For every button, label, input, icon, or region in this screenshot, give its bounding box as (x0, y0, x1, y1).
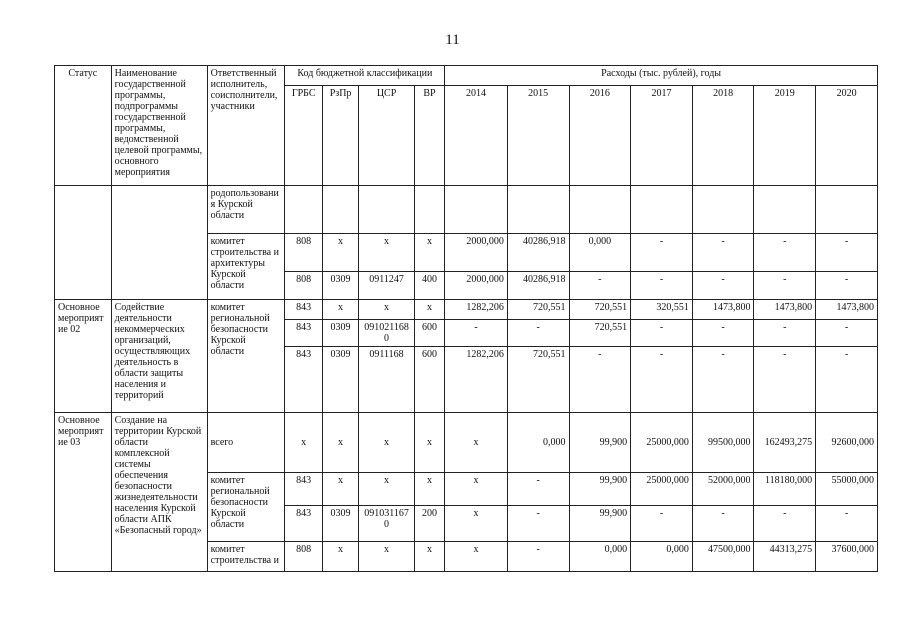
rzpr-cell: x (322, 473, 358, 506)
value-cell: x (445, 506, 508, 542)
grbs-cell: 843 (285, 473, 322, 506)
page-number: 11 (445, 32, 460, 48)
grbs-cell: 843 (285, 320, 322, 347)
value-cell: 0,000 (631, 542, 693, 572)
vr-cell: 600 (414, 347, 444, 413)
csr-cell: x (359, 413, 415, 473)
value-cell: - (692, 234, 754, 272)
grbs-cell: 843 (285, 347, 322, 413)
value-cell: - (816, 506, 878, 542)
value-cell: 0,000 (569, 542, 631, 572)
year-header: 2020 (816, 86, 878, 186)
value-cell: - (569, 347, 631, 413)
value-cell: 40286,918 (507, 272, 569, 300)
value-cell: - (507, 506, 569, 542)
value-cell: 25000,000 (631, 473, 693, 506)
executor-cell: всего (207, 413, 285, 473)
rzpr-cell: x (322, 413, 358, 473)
status-cell: Основное мероприятие 02 (55, 300, 112, 413)
rzpr-cell: x (322, 234, 358, 272)
status-cell (55, 186, 112, 300)
value-cell: - (631, 347, 693, 413)
csr-cell: 0910211680 (359, 320, 415, 347)
value-cell: 1282,206 (445, 347, 508, 413)
value-cell: 92600,000 (816, 413, 878, 473)
value-cell: 37600,000 (816, 542, 878, 572)
table-header-row-1 (55, 66, 878, 86)
value-cell: 99,900 (569, 506, 631, 542)
vr-cell: x (414, 473, 444, 506)
csr-cell: 0910311670 (359, 506, 415, 542)
year-header: 2018 (692, 86, 754, 186)
value-cell: 2000,000 (445, 234, 508, 272)
value-cell: 118180,000 (754, 473, 816, 506)
value-cell: 0,000 (569, 234, 631, 272)
csr-cell: 0911168 (359, 347, 415, 413)
value-cell: 0,000 (507, 413, 569, 473)
value-cell: - (816, 234, 878, 272)
value-cell: 99,900 (569, 413, 631, 473)
name-cell (111, 186, 207, 300)
value-cell: x (445, 413, 508, 473)
value-cell: - (754, 234, 816, 272)
table-row (55, 186, 878, 234)
executor-cell: комитет региональной безопасности Курской области (207, 300, 285, 413)
grbs-cell: 843 (285, 300, 322, 320)
grbs-cell: 808 (285, 234, 322, 272)
col-name-header: Наименование государственной программы, подпрограммы государственной программы, ведомственной целевой программы, основного мероприятия (111, 66, 207, 186)
value-cell: - (507, 542, 569, 572)
rzpr-cell: x (322, 300, 358, 320)
value-cell: - (631, 320, 693, 347)
year-header: 2019 (754, 86, 816, 186)
value-cell: x (445, 473, 508, 506)
vr-cell: 400 (414, 272, 444, 300)
rzpr-cell: 0309 (322, 272, 358, 300)
col-status-header: Статус (55, 66, 112, 186)
csr-cell: 0911247 (359, 272, 415, 300)
status-cell: Основное мероприятие 03 (55, 413, 112, 572)
vr-cell: x (414, 542, 444, 572)
rzpr-cell: x (322, 542, 358, 572)
grbs-cell: 808 (285, 542, 322, 572)
value-cell: - (631, 506, 693, 542)
value-cell: 1282,206 (445, 300, 508, 320)
value-cell: 720,551 (569, 320, 631, 347)
value-cell: - (816, 272, 878, 300)
executor-cell: комитет строительства и архитектуры Курской области (207, 234, 285, 300)
value-cell: 47500,000 (692, 542, 754, 572)
col-vr-header: ВР (414, 86, 444, 186)
value-cell: 25000,000 (631, 413, 693, 473)
vr-cell: x (414, 234, 444, 272)
rzpr-cell: 0309 (322, 320, 358, 347)
col-rzpr-header: РзПр (322, 86, 358, 186)
year-header: 2015 (507, 86, 569, 186)
value-cell: 44313,275 (754, 542, 816, 572)
rzpr-cell: 0309 (322, 506, 358, 542)
value-cell: - (692, 506, 754, 542)
grbs-cell: x (285, 413, 322, 473)
value-cell: - (631, 234, 693, 272)
csr-cell: x (359, 234, 415, 272)
value-cell: 40286,918 (507, 234, 569, 272)
value-cell: 720,551 (569, 300, 631, 320)
value-cell: - (692, 320, 754, 347)
value-cell: - (754, 272, 816, 300)
csr-cell: x (359, 300, 415, 320)
executor-cell: родопользования Курской области (207, 186, 285, 234)
col-grbs-header: ГРБС (285, 86, 322, 186)
value-cell: 99500,000 (692, 413, 754, 473)
value-cell: 1473,800 (754, 300, 816, 320)
value-cell: - (507, 320, 569, 347)
value-cell: - (569, 272, 631, 300)
value-cell: 52000,000 (692, 473, 754, 506)
value-cell: 2000,000 (445, 272, 508, 300)
value-cell: 99,900 (569, 473, 631, 506)
value-cell: x (445, 542, 508, 572)
code-group-header: Код бюджетной классификации (285, 66, 445, 86)
year-header: 2017 (631, 86, 693, 186)
name-cell: Создание на территории Курской области комплексной системы обеспечения безопасности жизнедеятельности населения Курской области АПК «Безопасный город» (111, 413, 207, 572)
executor-cell: комитет строительства и (207, 542, 285, 572)
value-cell: 720,551 (507, 300, 569, 320)
csr-cell: x (359, 473, 415, 506)
grbs-cell: 843 (285, 506, 322, 542)
value-cell: - (754, 506, 816, 542)
vr-cell: x (414, 300, 444, 320)
expenses-group-header: Расходы (тыс. рублей), годы (445, 66, 878, 86)
table-row (55, 413, 878, 473)
value-cell: 720,551 (507, 347, 569, 413)
vr-cell: 600 (414, 320, 444, 347)
name-cell: Содействие деятельности некоммерческих организаций, осуществляющих деятельность в области защиты населения и территорий (111, 300, 207, 413)
value-cell: 55000,000 (816, 473, 878, 506)
value-cell: - (754, 347, 816, 413)
table-row (55, 300, 878, 320)
executor-cell: комитет региональной безопасности Курской области (207, 473, 285, 542)
vr-cell: 200 (414, 506, 444, 542)
csr-cell: x (359, 542, 415, 572)
col-executor-header: Ответственный исполнитель, соисполнители, участники (207, 66, 285, 186)
budget-table (54, 65, 878, 572)
vr-cell: x (414, 413, 444, 473)
value-cell: - (692, 347, 754, 413)
value-cell: 320,551 (631, 300, 693, 320)
year-header: 2016 (569, 86, 631, 186)
value-cell: 162493,275 (754, 413, 816, 473)
value-cell: - (816, 320, 878, 347)
grbs-cell: 808 (285, 272, 322, 300)
year-header: 2014 (445, 86, 508, 186)
value-cell: - (507, 473, 569, 506)
value-cell: - (692, 272, 754, 300)
col-csr-header: ЦСР (359, 86, 415, 186)
value-cell: - (445, 320, 508, 347)
value-cell: - (631, 272, 693, 300)
value-cell: 1473,800 (816, 300, 878, 320)
value-cell: - (754, 320, 816, 347)
value-cell: - (816, 347, 878, 413)
rzpr-cell: 0309 (322, 347, 358, 413)
value-cell: 1473,800 (692, 300, 754, 320)
